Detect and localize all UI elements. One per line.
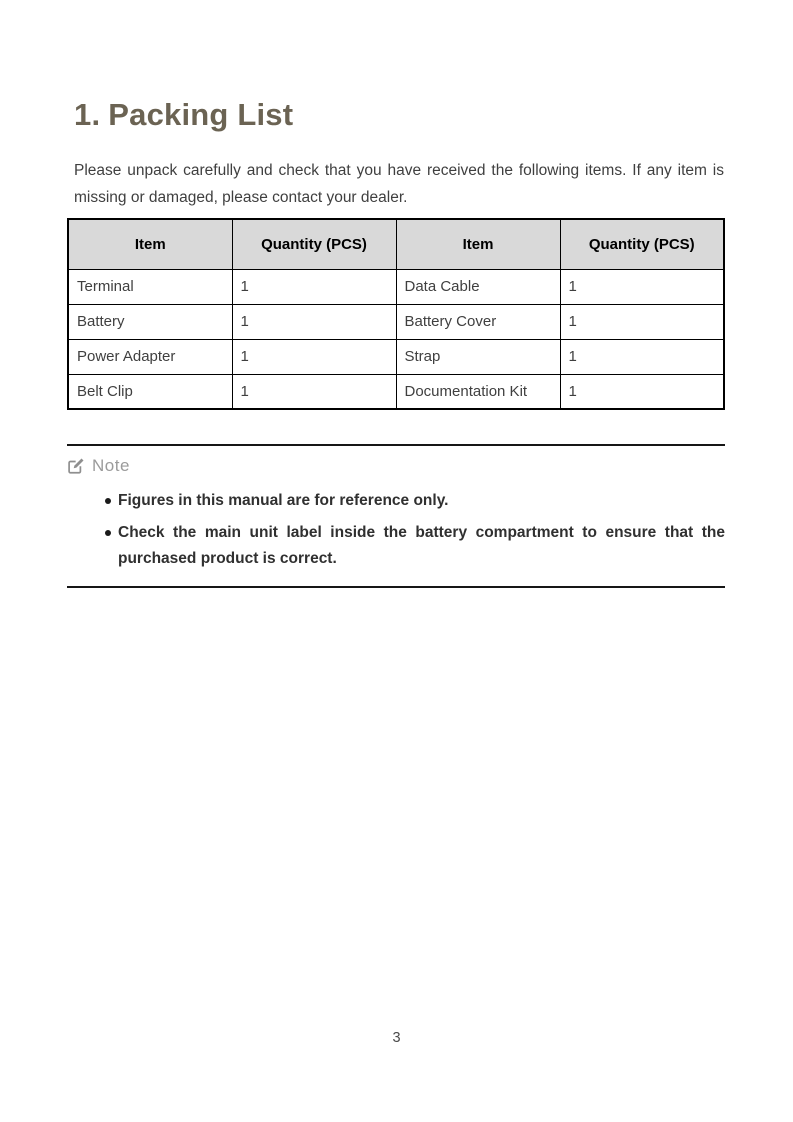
quantity-cell: 1	[232, 304, 396, 339]
table-header-row	[68, 219, 724, 269]
page-content	[67, 0, 725, 588]
quantity-cell: 1	[232, 339, 396, 374]
item-cell: Belt Clip	[68, 374, 232, 409]
column-header-quantity-1: Quantity (PCS)	[232, 219, 396, 269]
bullet-dot	[105, 530, 111, 536]
item-cell: Data Cable	[396, 269, 560, 304]
packing-list-table	[67, 218, 725, 410]
item-cell: Battery	[68, 304, 232, 339]
note-label: Note	[92, 456, 130, 476]
intro-paragraph: Please unpack carefully and check that you have received the following items. If any item is missing or damaged, please contact your dealer.	[74, 162, 724, 207]
edit-note-icon	[67, 457, 85, 475]
quantity-cell: 1	[560, 269, 724, 304]
note-bullet-text: Check the main unit label inside the battery compartment to ensure that the purchased product is correct.	[118, 524, 725, 568]
item-cell: Battery Cover	[396, 304, 560, 339]
note-bullet-item	[67, 520, 725, 572]
item-cell: Terminal	[68, 269, 232, 304]
heading-text: Packing List	[108, 97, 294, 132]
quantity-cell: 1	[560, 304, 724, 339]
note-bullet-item	[67, 488, 725, 514]
column-header-quantity-2: Quantity (PCS)	[560, 219, 724, 269]
item-cell: Strap	[396, 339, 560, 374]
note-section	[67, 444, 725, 588]
table-row	[68, 339, 724, 374]
table-body	[68, 269, 724, 409]
quantity-cell: 1	[232, 374, 396, 409]
note-bullet-text: Figures in this manual are for reference only.	[118, 492, 449, 510]
bullet-dot	[105, 498, 111, 504]
item-cell: Power Adapter	[68, 339, 232, 374]
quantity-cell: 1	[232, 269, 396, 304]
quantity-cell: 1	[560, 374, 724, 409]
item-cell: Documentation Kit	[396, 374, 560, 409]
page-title	[67, 0, 725, 133]
quantity-cell: 1	[560, 339, 724, 374]
heading-number: 1.	[74, 97, 101, 132]
table-header	[68, 219, 724, 269]
note-header	[67, 454, 725, 478]
column-header-item-1: Item	[68, 219, 232, 269]
page-number: 3	[392, 1030, 401, 1046]
table-row	[68, 269, 724, 304]
table-row	[68, 304, 724, 339]
column-header-item-2: Item	[396, 219, 560, 269]
table-row	[68, 374, 724, 409]
note-bullet-list	[67, 488, 725, 572]
